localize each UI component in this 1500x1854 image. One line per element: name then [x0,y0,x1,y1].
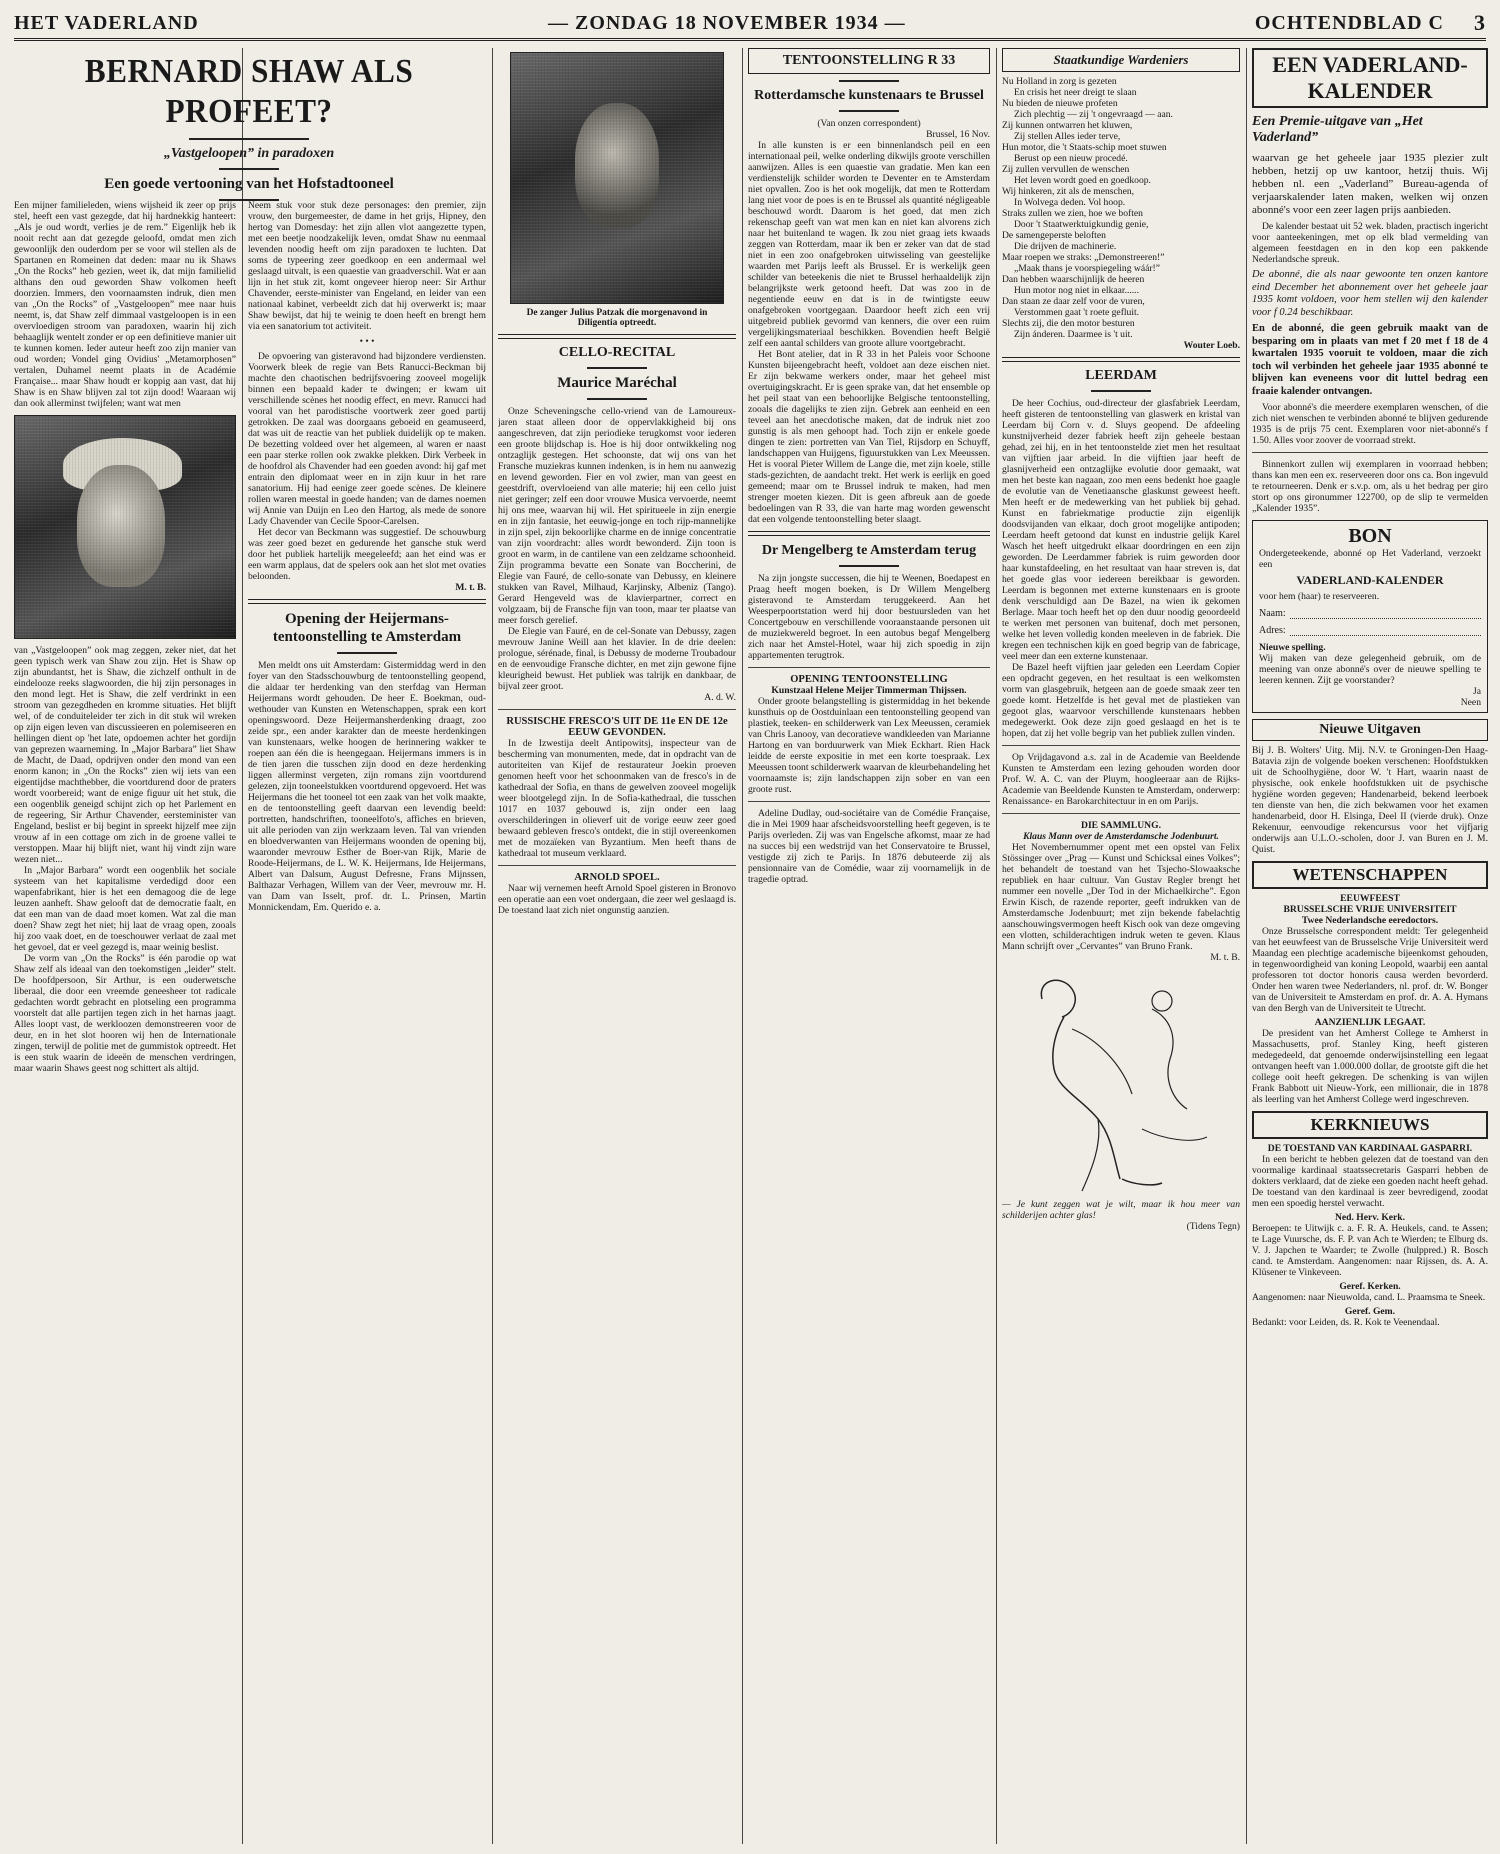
shaw-paragraph: In „Major Barbara” wordt een oogenblik het sociale systeem van het kapitalisme verdedigd door een wapenfabrikant, hier is het een demagoog die de lege leuzen aanheft. Shaw gelooft dat de democratie faalt, en dat een man van de daad moet komen. Wat zal die man doen? Shaw zegt het niet; hij laat de vraag open, zooals hij zoo vaak doet, en de toeschouwer verlaat de zaal met het gevoel, dat er veel gezegd is, maar weinig beslist. [14,865,236,953]
cartoon-drawing [1002,969,1240,1199]
spoel-body: Naar wij vernemen heeft Arnold Spoel gisteren in Bronovo een operatie aan een voet ondergaan, die zeer wel geslaagd is. De toestand laat zich niet ongunstig aanzien. [498,883,736,916]
shaw-paragraph: Een mijner familieleden, wiens wijsheid ik zeer op prijs stel, heeft een vast gezegde, dat hij hardnekkig hanteert: „Als je oud wordt, verlies je de rem.” Eigenlijk heb ik nooit recht aan dat gezegde geloofd, omdat men zich gewoonlijk den ouderdom per se voor wil stellen als de Spartanen en Romeinen dat deden: maar nu ik Shaws „On the Rocks” heb gezien, weet ik, dat mijn familielid althans den oud geworden Shaw volkomen heeft doorzien. Immers, den voornaamsten indruk, dien men van „On the Rocks” of „Vastgeloopen” mee naar huis neemt, is, dat Shaw zelf dimmaal vastgeloopen is in een overvloedigen stroom van paradoxen, waarin hij zich behaaglijk wentelt zonder er op een definitieve manier uit te kunnen komen. Ieder auteur heeft zoo zijn manier van oud worden; Vondel ging Ovidius' „Metamorphosen” vertalen, Duhamel neemt plaats in de Académie Française... maar Shaw houdt er koppig aan vast, dat hij Shaw is en Shaw blijven zal tot zijn dood! Waaraan wij dan ook allerminst twijfelen; want wat men [14,200,236,409]
page-number: 3 [1474,10,1486,35]
portrait-face [77,465,165,587]
uitgaven-body: Bij J. B. Wolters' Uitg. Mij. N.V. te Groningen-Den Haag-Batavia zijn de volgende boeken verschenen: Hoofdstukken uit de Schoolhygiëne, door W. 't Hart, waarin naast de physische, ook enkele hoofdstukken uit de psychische hygiëne worden gegeven; Handenarbeid, bekend leerboek ten dienste van hen, die zich bekwamen voor het examen handenarbeid, door H. Elsinga, Deel II (vierde druk). Onze Rekenuur, eenvoudige rekencursus voor het vijfjarig onderwijs aan U.L.O.-scholen, door J. van Buren en J. M. Quist. [1252,745,1488,855]
option-ja[interactable]: Ja [1473,686,1481,697]
column-3 [498,48,736,1844]
shaw-subhead-italic: „Vastgeloopen” in paradoxen [163,146,335,161]
photo-face [575,103,660,228]
poem-line: Straks zullen we zien, hoe we boften [1002,208,1143,219]
coupon-reserve: voor hem (haar) te reserveeren. [1259,591,1380,602]
coupon-title: BON [1348,525,1392,547]
r33-headline: TENTOONSTELLING R 33 [782,53,956,68]
shaw-headline: BERNARD SHAW ALS PROFEET? [84,53,414,130]
sammlung-headline: DIE SAMMLUNG. [1081,820,1161,831]
issue-date: ZONDAG 18 NOVEMBER 1934 [575,11,879,34]
r33-body: Het Bont atelier, dat in R 33 in het Paleis voor Schoone Kunsten bijeengebracht heeft, voldoet aan deze eischen niet. Er zijn bekwame werkers onder, maar het geheel mist overtuigingskracht. Er is geen sprake van, dat het ensemble op het peil staat van een behoorlijke Belgische tentoonstelling, zooals die dagelijks te zien zijn. Gebrek aan eenheid en een teveel aan het anecdotische maken, dat de indruk niet zoo gunstig is als men gehoopt had. Toch zijn er enkele goede dingen te zien: portretten van Van Tiel, Rijsdorp en Schuyff, landschappen van Huijgens, figuurstukken van Lex Meeussen. Het is vooral Pieter Willem de Lange die, met zijn koele, stille stads-gezichten, de aandacht trekt. Het werk is eerlijk en goed gemeend; maar om te Brussel indruk te maken, had men strenger moeten kiezen. Dit is geen afbreuk aan de goede bedoelingen van R 33, die van harte mag worden gewenscht dat een volgende tentoonstelling beter slaagt. [748,349,990,525]
divider [839,110,899,112]
poem-line: Hun motor nog niet in elkaar...... [1014,285,1139,296]
spelling-headline: Nieuwe spelling. [1259,642,1326,653]
address-label: Adres: [1259,625,1286,636]
shaw-paragraph: Het decor van Beckmann was suggestief. De schouwburg was zeer goed bezet en gedurende het gansche stuk werd door het publiek hartelijk meegeleefd; aan het eind was er een warm applaus, dat de spelers ook aan het slot met ovaties beloonden. [248,527,486,582]
leerdam-headline: LEERDAM [1085,368,1157,383]
poem-line: In Wolvega deden. Vol hoop. [1014,197,1126,208]
wet-subhead-1: EEUWFEEST [1340,893,1400,904]
poem-line: Door 't Staatwerktuigkundig genie, [1014,219,1149,230]
kalender-offer: En de abonné, die geen gebruik maakt van de besparing om in plaats van met f 20 met f 18 de 4 kwartalen 1935 vooruit te voldoen, maar die zich toch wil verbinden het geheele jaar 1935 abonné te blijven kan eveneens voor dit luttel bedrag een fraaie kalender ontvangen. [1252,323,1488,397]
divider [498,334,736,339]
poem-line: Zij zullen vervullen de wenschen [1002,164,1130,175]
poem-line: Maar roepen we straks: „Demonstreeren!” [1002,252,1165,263]
name-field[interactable] [1259,608,1481,619]
cartoon-credit: (Tidens Tegn) [1186,1221,1240,1232]
column-rule [492,48,493,1844]
fresco-headline: RUSSISCHE FRESCO'S UIT DE 11e EN DE 12e EEUW GEVONDEN. [506,716,728,738]
kalender-header-box [1252,48,1488,108]
divider [189,138,309,140]
kerknieuws-headline: KERKNIEUWS [1310,1115,1430,1134]
kalender-details: De kalender bestaat uit 52 wek. bladen, practisch ingericht voor aanteekeningen, met op elk blad vermelding van algemeen feestdagen en in den kop een pakkende Nederlandsche spreuk. [1252,221,1488,265]
mengelberg-headline: Dr Mengelberg te Amsterdam terug [761,543,977,558]
cartoon-illustration [1002,969,1240,1199]
shaw-paragraph: De opvoering van gisteravond had bijzondere verdiensten. Voorwerk bleek de regie van Bets Ranucci-Beckman bij machte den chaotischen bedrijfsvoering zooveel mogelijk binnen een bepaald kader te dwingen; er kwam uit verschillende scènes het noodig effect, en mevr. Ranucci had vooral van het parodistische voortwerk zeer goed partij getrokken. De zaal was doorgaans geboeid en geamuseerd, dat was uit de reactie van het publiek duidelijk op te maken. De bezetting voldeed over het algemeen, al waren er naast een paar sterke rollen ook zwakke plekken. Dirk Verbeek in de hoofdrol als Chavender had een goeden avond: hij gaf met entrain den diplomaat weer en in zijn kuur in het rare sanatorium. Hij had eenige zeer goede scènes. De kleinere rollen waren meestal in goede handen; van de dames noemen wij Annie van Duijn en Leo den Hartog, als mede de sonore Lady Chavender van Cecile Spoor-Carelsen. [248,351,486,527]
leerdam-body: De heer Cochius, oud-directeur der glasfabriek Leerdam, heeft gisteren de tentoonstelling van glaswerk en kristal van Leerdam bij Corn v. d. Sluys geopend. De afdeeling kunstnijverheid dezer fabriek heeft zijn geheele bestaan gehad, zei hij, en in het tentoonstelde ziet men het resultaat van vijftien jaar arbeid. In die vijftien jaar heeft de glasnijverheid een ontzaglijke evolutie door gemaakt, wat men het beste kan nagaan, zoo men eens bedenkt hoe gaagle de evolutie van de Venetiaansche glaskunst geweest heeft. Men heeft er de medewerking van het publiek bij gehad. Kunst en fabriekmatige productie zijn eigenlijk doodsvijanden van elkaar, doch groot mogelijke antipoden; Leerdam heeft getoond dat kunst en industrie gelijk Karel Wasch het heeft uitgedrukt elkaar doordringen en een zijn geworden. De Leerdammer fabriek is ruim geworden door haar kunstafdeeling, en het resultaat van haar streven is, dat het goede glas voor iedereen bereikbaar is geworden. Leerdam is begonnen met externe kunstenaars en is groote denk verschuldigd aan De Bazel, na wien ik gekomen Berlage. Maar toch heeft het op den duur noodig geoordeeld te werken met personen van buitenaf, doch met personen, welke het leven volledig konden meeleven in de fabriek. Die kregen een technischen kijk en goed begrip van de fabricage, veel meer dan een externe kunstenaar. [1002,398,1240,662]
masthead-date: — ZONDAG 18 NOVEMBER 1934 — [548,11,906,34]
kalender-intro: waarvan ge het geheele jaar 1935 plezier zult hebben, hetzij op uw kantoor, hetzij thuis. Wij hebben nl. een „Vaderland” Bureau-agenda of verjaarskalender laten maken, welken wij onzen abonné's voor een zeer lagen prijs aanbieden. [1252,152,1488,216]
spelling-question: Wij maken van deze gelegenheid gebruik, om de meening van onze abonné's over de nieuwe spelling te leeren kennen. Zijt ge voorstander? [1259,653,1481,686]
divider [839,80,899,82]
opening-body: Onder groote belangstelling is gistermiddag in het bekende kunsthuis op de Oostduinlaan een tentoonstelling geopend van plastiek, teeken- en schilderwerk van Lex Meeussen, ceramiek van Chris Lanooy, van decoratieve wandkleeden van Marianne Hartong en van borduurwerk van Miek Eckhart. Rien Hack leidde de eerste expositie in met een korte toespraak. Lex Meeussen toont schilderwerk waarvan de kleurbehandeling het voornaamste is; zijn landschappen zijn sober en van een groote rust. [748,696,990,795]
fresco-body: In de Izwestija deelt Antipowitsj, inspecteur van de bescherming van monumenten, mede, dat in opdracht van de autoriteiten van Kijef de restaurateur Joekin proeven genomen heeft voor het schoonmaken van de fresco's in de kathedraal der Sofia, en thans de gewelven zooveel mogelijk weer blootgelegd zijn. In de Sofia-kathedraal, die tusschen 1017 en 1037 gebouwd is, zijn onder een laag overschilderingen in olieverf uit de vorige eeuw zeer goed bewaard gebleven fresco's ontdekt, die in stijl overeenkomen met de mozaïeken van Byzantium. Men heeft thans de kathedraal tot museum verklaard. [498,738,736,859]
order-coupon[interactable] [1252,520,1488,713]
geref-body: Aangenomen: naar Nieuwolda, cand. L. Praamsma te Sneek. [1252,1292,1486,1303]
uitgaven-header-box [1252,719,1488,741]
kalender-headline-1: EEN VADERLAND- [1272,52,1468,77]
column-rule [742,48,743,1844]
geref-headline: Geref. Kerken. [1339,1281,1401,1292]
divider [1091,390,1151,392]
legaat-headline: AANZIENLIJK LEGAAT. [1314,1017,1426,1028]
kalender-mail: Binnenkort zullen wij exemplaren in voorraad hebben; thans kan men een ex. reserveeren door ons ca. Bon ingevuld te retourneeren. Denk er s.v.p. om, als u het bedrag per giro stort op ons gironummer 122700, op de slip te vermelden „Kalender 1935”. [1252,459,1488,514]
legaat-body: De president van het Amherst College te Amherst in Massachusetts, prof. Stanley King, heeft gisteren medegedeeld, dat genoemde onderwijsinstelling een legaat ontvangen heeft van 1.000.000 dollar, de grootste gift die het college ooit heeft gekregen. De schenking is van wijlen Frank Babbott uit Nieuw-York, een millionair, die in 1878 als leerling van het Amherst College werd ingeschreven. [1252,1028,1488,1105]
column-5 [1002,48,1240,1844]
poem [1002,76,1240,340]
column-rule [996,48,997,1844]
r33-subhead: Rotterdamsche kunstenaars te Brussel [754,88,984,103]
shaw-paragraph: Neem stuk voor stuk deze personages: den premier, zijn vrouw, den burgemeester, de dame in het grijs, Hipney, den hertog van Domesday: het zijn allen vlot aangezette typen, met een beetje noodzakelijk leven, omdat Shaw nu eenmaal levenden noodig heeft om zijn paradoxen te luchten. Dat soms de typeering zeer goedkoop en een andermaal wel geslaagd uitvalt, is een quaestie van graadverschil. Wat er aan lijn in het stuk zit, komt ongeveer hierop neer: Sir Arthur Chavender, eerste-minister van Engeland, en leider van een nationaal kabinet, verbeeldt zich dat hij overwerkt is; maar Shaw bewijst, dat hij te weinig te doen heeft en brengt hem via een sanatorium tot activiteit. [248,200,486,332]
kerknieuws-header-box [1252,1111,1488,1139]
dudlay-body: Adeline Dudlay, oud-sociétaire van de Comédie Française, die in Mei 1909 haar afscheidsvoorstelling heeft gegeven, is te Parijs overleden. Zij was van Engelsche afkomst, maar ze had na succes bij een wedstrijd van het Conservatoire te Brussel, vestigde zij zich te Parijs. In 1876 debuteerde zij als pensionnaire van de Comédie, waar zij voornamelijk in de tragedie optrad. [748,808,990,885]
poem-line: Slechts zij, die den motor besturen [1002,318,1135,329]
divider [748,801,990,802]
poem-line: Die drijven de machinerie. [1014,241,1117,252]
divider [1002,813,1240,814]
divider [248,599,486,604]
name-input-line[interactable] [1290,609,1481,619]
divider [1002,745,1240,746]
edition-label: OCHTENDBLAD C [1254,11,1444,34]
option-neen[interactable]: Neen [1460,697,1481,708]
poem-line: Dan hebben waarschijnlijk de heeren [1002,274,1145,285]
kalender-subhead: Een Premie-uitgave van „Het Vaderland” [1252,114,1423,145]
column-2 [248,200,486,1844]
uitgaven-headline: Nieuwe Uitgaven [1319,722,1421,737]
sammlung-signoff: M. t. B. [1210,952,1240,963]
patzak-photo [510,52,724,304]
divider [1002,357,1240,362]
masthead [14,8,1486,41]
poem-line: De samengeperste beloften [1002,230,1106,241]
coupon-product: VADERLAND-KALENDER [1296,573,1444,587]
cello-headline: CELLO-RECITAL [558,345,676,360]
kalender-offer: De abonné, die als naar gewoonte ten onzen kantore eind December het abonnement over het geheele jaar 1935 komt voldoen, voor hem stellen wij den kalender voor f 0.24 beschikbaar. [1252,269,1488,318]
divider [748,667,990,668]
column-rule [1246,48,1247,1844]
poem-line: Dan staan ze daar zelf voor de vuren, [1002,296,1145,307]
r33-header-box [748,48,990,74]
divider [839,565,899,567]
heijermans-body: Men meldt ons uit Amsterdam: Gistermiddag werd in den foyer van den Stadsschouwburg de tentoonstelling geopend, die aldaar ter herdenking van den sterfdag van Herman Heijermans wordt gehouden. De heer E. Boekman, oud-wethouder van Kunsten en Wetenschappen, sprak een kort openingswoord. Deze Heijermansherdenking draagt, zoo zeide spr., een ander karakter dan de meeste herdenkingen van kunstenaars, welke hoogen de herinnering wakker te roepen aan één die is heengegaan. Heijermans immers is in de tien jaren die tusschen zijn dood en deze herdenking liggen allerminst vergeten, zijn romans zijn voortdurend gelezen, zijn tooneelstukken voortdurend opgevoerd. Het was Heijermans die het tooneel tot een zaak van het volk maakte, en de tentoonstelling geeft daarvan een levendig beeld: portretten, handschriften, tooneelfoto's, affiches en brieven, uit alle perioden van zijn werkzaam leven. Tal van vrienden en bloedverwanten van Heijermans woonden de opening bij, waaronder mevrouw Esther de Boer-van Rijk, Marie de Roode-Heijermans, de L. W. K. Heijermans, Ide Heijermans, Albert van Dalsum, August Defresne, Frans Mijnssen, Balthazar Verhagen, Willem van der Veer, mevrouw mr. H. van Dam van Isselt, prof. dr. L. Prinsen, Martin Monnickendam, Em. Querido e. a. [248,660,486,913]
ned-herv-body: Beroepen: te Uitwijk c. a. F. R. A. Heukels, cand. te Assen; te Lage Vuursche, ds. F. P. van Ach te Wierden; te Elburg ds. V. J. Japchen te Waarder; te Zwolle (hulppred.) R. Bosch cand. te Amsterdam. Aangenomen: naar Rijssen, ds. A. A. Klüsener te Vinkeveen. [1252,1223,1488,1278]
paper-name: HET VADERLAND [14,11,199,34]
shaw-paragraph: De vorm van „On the Rocks” is één parodie op wat Shaw zelf als ideaal van den toekomstigen „leider” stelt. De hoofdpersoon, Sir Arthur, is een ouderwetsche liberaal, die door een vreemde geneesheer tot radicale gedachten wordt gebracht en plotseling een programma voorstelt dat alle partijen tegen zich in het harnas jaagt. Alles loopt vast, de werkloozen demonstreeren voor de deur, en in het slot hooren wij hen de Internationale zingen, terwijl de politie met de gummistok optreedt. Het is een stuk waarin de ideeën de menschen verdringen, maar waarin Shaws geest nog schittert als altijd. [14,953,236,1074]
address-input-line[interactable] [1290,626,1481,636]
r33-body: In alle kunsten is er een binnenlandsch peil en een internationaal peil, welke onderling dikwijls groote verschillen aanwijzen. Alles is een quaestie van gradatie. Men kan een verdienstelijk schilder worden te Deventer en te Amsterdam niet opvallen. Zoo is het ook mogelijk, dat men te Rotterdam lang niet voor de poes is en te Brussel als quantité négligeable beschouwd wordt. Daarom is het goed, dat men zich rekenschap geeft van wat men kan en niet kan alvorens zich naar het buitenland te wagen. Ik zou niet graag iets kwaads zeggen van Rotterdam, maar ik ben er zeker van dat de stad niet in een zoo onafgebroken uitwisseling van geestelijke waarden met Parijs leeft als Brussel. Er is werkelijk geen schilder van beteekenis die niet te Brussel herhaaldelijk zijn belangrijkste werk getoond heeft. Dat was zoo in de negentiende eeuw en dat is in de twintigste eeuw onafgebroken voortgegaan. Daardoor heeft zich een vrij uitgebreid publiek gevormd van kenners, die over een ruim vergelijkingsmateriaal beschikken. Bovendien heeft België zelf een aantal schilders van groote allure voortgebracht. [748,140,990,349]
patzak-caption: De zanger Julius Patzak die morgenavond in Diligentia optreedt. [526,308,708,328]
poem-line: Het leven wordt goed en goedkoop. [1014,175,1151,186]
divider [337,652,397,654]
cello-subhead: Maurice Maréchal [557,375,677,391]
divider [587,367,647,369]
wetenschappen-headline: WETENSCHAPPEN [1292,865,1448,884]
wet-subhead-3: Twee Nederlandsche eeredoctors. [1301,915,1439,926]
poem-line: Wij hinkeren, zit als de menschen, [1002,186,1135,197]
r33-dateline: Brussel, 16 Nov. [926,129,990,140]
coupon-intro: Ondergeteekende, abonné op Het Vaderland, verzoekt een [1259,548,1481,570]
geref-gem-headline: Geref. Gem. [1344,1306,1396,1317]
wet-subhead-2: BRUSSELSCHE VRIJE UNIVERSITEIT [1283,904,1457,915]
poem-line: Zijn ánderen. Daarmee is 't uit. [1014,329,1133,340]
column-6 [1252,48,1488,1844]
cello-body: Onze Scheveningsche cello-vriend van de Lamoureux-jaren staat alleen door de oppervlakkigheid bij ons aangeschreven, dat zijn periodieke terugkomst voor iederen een groote blijdschap is. Hoe is hij door ontwikkeling nog ontzaglijk gestegen. Het schoonste, dat wij ons van het Fransche muziekras kunnen indenken, is in hem nu aanwezig en levend geworden. Fier en vol zwier, man van geest en geestdrift, overvloeiend van alle materie; hij een cello juist niet geringer; zelf een door vrouwe Musica vervoerde, neemt hij ons mee, waarvan hij wil. Het spiritueele in zijn energie en in zijn fantasie, het eeuwig-jonge en toch rijp-mannelijke in zijn spel, zijn bekoorlijke charme en de innige concentratie van zijn voordracht: alles wordt bewonderd. Zijn toon is groot en warm, in de cantilene van een zeldzame schoonheid. Zijn programma bevatte een Sonate van Boccherini, de Elegie van Fauré, de cello-sonate van Debussy, en kleinere stukken van Ravel, Milhaud, Karjinsky, Albeniz (Tango). Gerard Hengeveld was de klavierpartner, correct en volgzaam, bij de Fransche fijn van toon, maar ter plaatse van meer forsch gerelief. [498,406,736,626]
column-rule [242,48,243,1844]
poem-headline: Staatkundige Wardeniers [1053,52,1189,67]
kalender-headline-2: KALENDER [1307,78,1433,103]
divider [498,709,736,710]
section-dots: • • • [359,336,375,347]
portrait-hair [63,438,182,491]
poem-header-box [1002,48,1240,72]
column-1 [14,200,236,1844]
heijermans-headline: Opening der Heijermans-tentoonstelling te Amsterdam [272,611,462,645]
shaw-article-header [14,52,484,207]
poem-line: Nu bieden de nieuwe profeten [1002,98,1118,109]
poem-line: „Maak thans je voorspiegeling wáár!” [1014,263,1160,274]
lecture-notice: Op Vrijdagavond a.s. zal in de Academie van Beeldende Kunsten te Amsterdam een lezing gehouden worden door Prof. W. A. C. van der Pluym, hoogleeraar aan de Rijks-Academie van Beeldende Kunsten te Amsterdam, onderwerp: Renaissance- en Barokarchitectuur in en om Parijs. [1002,752,1240,807]
sammlung-subhead: Klaus Mann over de Amsterdamsche Jodenbuurt. [1023,831,1219,842]
poem-line: En crisis het neer dreigt te slaan [1014,87,1137,98]
cartoon-caption: — Je kunt zeggen wat je wilt, maar ik hou meer van schilderijen achter glas! [1002,1199,1240,1221]
shaw-paragraph: van „Vastgeloopen” ook mag zeggen, zeker niet, dat het geen typisch werk van Shaw zou zijn. Het is Shaw op zijn abundantst, het is Shaw, die zichzelf onthult in de eindelooze reeks slagwoorden, die hij zijn personages in den mond legt. Het is Shaw, die zelf verdrinkt in een stroom van gezegdheden en kromme situaties. Het blijft wel, of de conduiteleider ter zich in dit stuk wil wreken op zijn eigen leven van discussieeren en polemiseeren en hellingen dient op 'het late, opdoemen achter het gordijn van geprezen waarneming. In „Major Barbara” liet Shaw de Macht, de Daad, opdrijven onder den mond van een enorm kanon; in „On the Rocks” zien wij iets van een eigentijdse machthebber, die voortdurend door de praters wordt voorbereid; want de enige figuur uit het stuk, die een oogenblik geneigd schijnt zich op het Parlement en de regeering, Sir Arthur Chavender, eersteminister van Engeland, beslist er bij begint in spreekt hijzelf mee zijn vrouw af in een cottage om zich in de groene vallei te verstoppen. Maar hij blijft niet, want hij vindt zijn ware wezen niet... [14,645,236,865]
leerdam-body: De Bazel heeft vijftien jaar geleden een Leerdam Copier een opdracht gegeven, en het resultaat is een welkomsten vorm van glasgebruik, hetgeen aan de goede smaak zeer ten goede komt. Hetzelfde is het geval met de plastieken van gegoot glas, waarvoor verschillende kunstenaars hebben medegewerkt. Ook deze zijn goed geslaagd en het is te hopen, dat zij het volle begrip van het publiek zullen vinden. [1002,662,1240,739]
divider [1252,452,1488,453]
poem-line: Verstommen gaat 't roete gefluit. [1014,307,1140,318]
poem-line: Nu Holland in zorg is gezeten [1002,76,1117,87]
poem-line: Hun motor, die 't Staats-schip moet stuwen [1002,142,1167,153]
opening-subhead: Kunstzaal Helene Meijer Timmerman Thijssen. [771,685,967,696]
shaw-signoff: M. t. B. [455,582,486,593]
ned-herv-headline: Ned. Herv. Kerk. [1334,1212,1406,1223]
kerk-subhead: DE TOESTAND VAN KARDINAAL GASPARRI. [1267,1143,1473,1154]
name-label: Naam: [1259,608,1286,619]
poem-line: Berust op een nieuw procedé. [1014,153,1128,164]
divider [587,398,647,400]
sammlung-body: Het Novembernummer opent met een opstel van Felix Stössinger over „Prag — Kunst und Schicksal eines Volkes”; het behandelt de toestand van het Tsjecho-Slowaaksche republiek en haar cultuur. Van Gustav Regler brengt het nummer een novelle „Der Tod in der Michaelkirche”. Egon Erwin Kisch, de razende reporter, geeft indrukken van de Amsterdamsche Jodenbuurt; met zijn bekende fabelachtig aanschouwingsvermogen heeft Kisch ook van deze omgeving een vlotten, schilderachtigen indruk weten te geven. Klaus Mann schrijft over „Cervantes” van Bruno Frank. [1002,842,1240,952]
wet-body: Onze Brusselsche correspondent meldt: Ter gelegenheid van het eeuwfeest van de Brusselsche Vrije Universiteit werd Maandag een plechtige academische bijeenkomst gehouden, in tegenwoordigheid van koning Leopold, waarbij een aantal professoren tot doctor honoris causa werden bevorderd. Onder hen waren twee Nederlanders, nl. prof. dr. W. Bonger van de Universiteit te Amsterdam en prof. dr. A. A. Hymans van den Bergh van de Universiteit te Utrecht. [1252,926,1488,1014]
cello-body: De Elegie van Fauré, en de cel-Sonate van Debussy, zagen mevrouw Janine Weill aan het klavier. In de drie deelen: prologue, sérénade, final, is Debussy de moderne Troubadour en de eenvoudige Fransche dichter, en met zijn gewone fijne kleurigheid bewust. Het publiek was talrijk en dankbaar, de bijval zeer groot. [498,626,736,692]
poem-line: Zich plechtig — zij 't ongevraagd — aan. [1014,109,1173,120]
poem-line: Zij kunnen ontwarren het kluwen, [1002,120,1133,131]
geref-gem-body: Bedankt: voor Leiden, ds. R. Kok te Veenendaal. [1252,1317,1440,1328]
shaw-subhead: Een goede vertooning van het Hofstadtooneel [104,176,394,192]
divider [498,865,736,866]
cello-signoff: A. d. W. [704,692,736,703]
opening-headline: OPENING TENTOONSTELLING [790,674,948,685]
wetenschappen-header-box [1252,861,1488,889]
address-field[interactable] [1259,625,1481,636]
kerk-body: In een bericht te hebben gelezen dat de toestand van den voormalige kardinaal staatssecretaris Gasparri hebben de dokters verklaard, dat de zieke een goeden nacht heeft gehad. De toestand van den kardinaal is zeer bevredigend, zoodat men een spoedig herstel verwacht. [1252,1154,1488,1209]
divider [748,531,990,536]
kalender-extra: Voor abonné's die meerdere exemplaren wenschen, of die zich niet wenschen te verbinden abonné te blijven gedurende 1935 is de prijs 75 cent. Exemplaren voor niet-abonné's f 1.50. Alles voor zoover de voorraad strekt. [1252,402,1488,446]
shaw-portrait-photo [14,415,236,639]
column-4 [748,48,990,1844]
spoel-headline: ARNOLD SPOEL. [574,872,660,883]
mengelberg-body: Na zijn jongste successen, die hij te Weenen, Boedapest en Praag heeft mogen boeken, is Dr Willem Mengelberg gisteravond te Amsterdam teruggekeerd. Aan het Weesperpoortstation werd hij door bestuursleden van het Concertgebouw en verschillende vooraanstaande personen uit de muziekwereld begroet. In een autobus begaf Mengelberg zich naar het Amstel-Hotel, waar hij zich spoedig in zijn appartementen terugtrok. [748,573,990,661]
r33-correspondent: (Van onzen correspondent) [817,118,921,129]
divider [219,168,279,170]
poem-author: Wouter Loeb. [1183,340,1240,351]
poem-line: Zij stellen Alles ieder terve, [1014,131,1121,142]
